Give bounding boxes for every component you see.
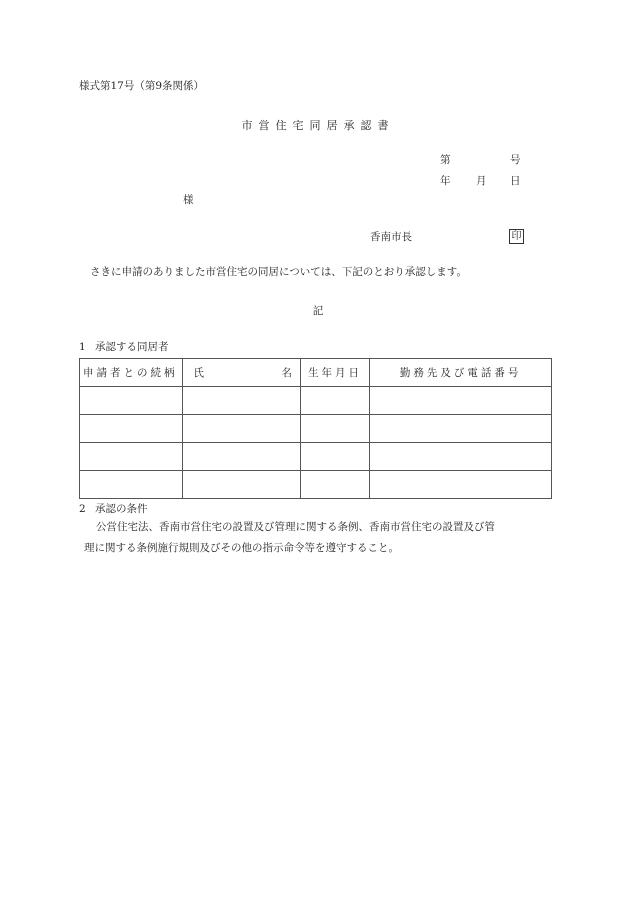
table-cell[interactable] (300, 387, 369, 415)
table-cell[interactable] (80, 415, 183, 443)
table-cell[interactable] (183, 415, 300, 443)
table-cell[interactable] (370, 471, 552, 499)
column-birthdate: 生年月日 (300, 359, 369, 387)
table-cell[interactable] (183, 387, 300, 415)
table-cell[interactable] (183, 443, 300, 471)
recipient-suffix: 様 (183, 194, 194, 206)
number-prefix-label: 第 (440, 154, 451, 166)
conditions-text-line2: 理に関する条例施行規則及びその他の指示命令等を遵守すること。 (84, 542, 399, 554)
table-cell[interactable] (370, 387, 552, 415)
month-label: 月 (476, 175, 487, 187)
column-name-given: 名 (281, 367, 292, 379)
section2-title: 承認の条件 (95, 503, 148, 515)
table-cell[interactable] (370, 443, 552, 471)
table-cell[interactable] (370, 415, 552, 443)
column-workplace-phone: 勤務先及び電話番号 (370, 359, 552, 387)
section1-title: 承認する同居者 (95, 341, 169, 353)
column-name (183, 359, 300, 387)
table-cell[interactable] (80, 387, 183, 415)
table-cell[interactable] (80, 443, 183, 471)
table-cell[interactable] (300, 471, 369, 499)
table-row (80, 471, 552, 499)
day-label: 日 (510, 175, 521, 187)
conditions-text-line1: 公営住宅法、香南市営住宅の設置及び管理に関する条例、香南市営住宅の設置及び管 (96, 521, 495, 533)
table-cell[interactable] (183, 471, 300, 499)
section1-number: 1 (79, 341, 86, 353)
table-cell[interactable] (80, 471, 183, 499)
section2-number: 2 (79, 503, 86, 515)
table-row (80, 415, 552, 443)
column-relationship: 申請者との続柄 (80, 359, 183, 387)
seal-mark: 印 (509, 229, 524, 244)
table-row (80, 443, 552, 471)
table-cell[interactable] (300, 443, 369, 471)
number-suffix-label: 号 (510, 154, 521, 166)
issuer-name: 香南市長 (370, 231, 412, 243)
table-cell[interactable] (300, 415, 369, 443)
year-label: 年 (440, 175, 451, 187)
ki-heading: 記 (312, 305, 324, 317)
section1-heading (79, 342, 169, 353)
table-row (80, 387, 552, 415)
table-header-row (80, 359, 552, 387)
cohabitant-table (79, 358, 552, 499)
document-title: 市営住宅同居承認書 (241, 119, 395, 132)
form-number: 様式第17号（第9条関係） (79, 80, 205, 92)
column-name-family: 氏 (193, 367, 204, 379)
section2-heading (79, 504, 148, 515)
approval-statement: さきに申請のありました市営住宅の同居については、下記のとおり承認します。 (90, 266, 467, 278)
